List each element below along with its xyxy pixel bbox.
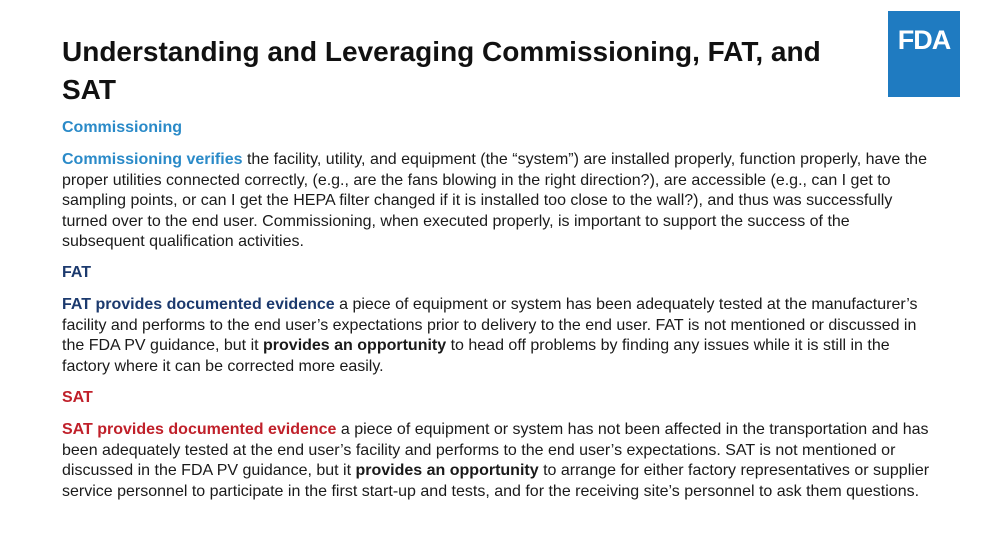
fda-logo-text: FDA bbox=[897, 25, 951, 55]
sat-emphasis: provides an opportunity bbox=[355, 462, 539, 479]
sat-text-2: to arrange for either factory representatives or supplier service personnel to participate in the first start-up and tests, and for the receiving site’s personnel to ask them questions. bbox=[62, 462, 930, 500]
fat-lead: FAT provides documented evidence bbox=[62, 296, 335, 313]
commissioning-text: the facility, utility, and equipment (the “system”) are installed properly, function properly, have the proper utilities connected correctly, (e.g., are the fans blowing in the right direction?), are accessible (e.g., can I get to sampling points, or can I get the HEPA filter changed if it is installed too close to the wall?), and thus was successfully turned over to the end user. Commissioning, when executed properly, is important to support the success of the subsequent qualification activities. bbox=[62, 151, 927, 250]
sat-heading: SAT bbox=[62, 389, 93, 406]
sat-text-1: a piece of equipment or system has not been affected in the transportation and has been adequately tested at the end user’s facility and performs to the end user’s expectations. SAT is not mentioned or discussed in the FDA PV guidance, but it bbox=[62, 421, 929, 479]
fat-text-1: a piece of equipment or system has been adequately tested at the manufacturer’s facility and performs to the end user’s expectations prior to delivery to the end user. FAT is not mentioned or discussed in the FDA PV guidance, but it bbox=[62, 296, 918, 354]
commissioning-lead: Commissioning verifies bbox=[62, 151, 243, 168]
fat-heading: FAT bbox=[62, 264, 92, 281]
commissioning-heading: Commissioning bbox=[62, 119, 183, 136]
sat-paragraph bbox=[62, 420, 930, 502]
fat-emphasis: provides an opportunity bbox=[263, 337, 447, 354]
sat-lead: SAT provides documented evidence bbox=[62, 421, 337, 438]
fda-logo bbox=[888, 11, 960, 97]
fat-text-2: to head off problems by finding any issues while it is still in the factory where it can be corrected more easily. bbox=[62, 337, 890, 375]
fat-paragraph bbox=[62, 295, 930, 377]
slide-title: Understanding and Leveraging Commissioning, FAT, and SAT bbox=[62, 36, 821, 105]
commissioning-paragraph bbox=[62, 150, 930, 253]
